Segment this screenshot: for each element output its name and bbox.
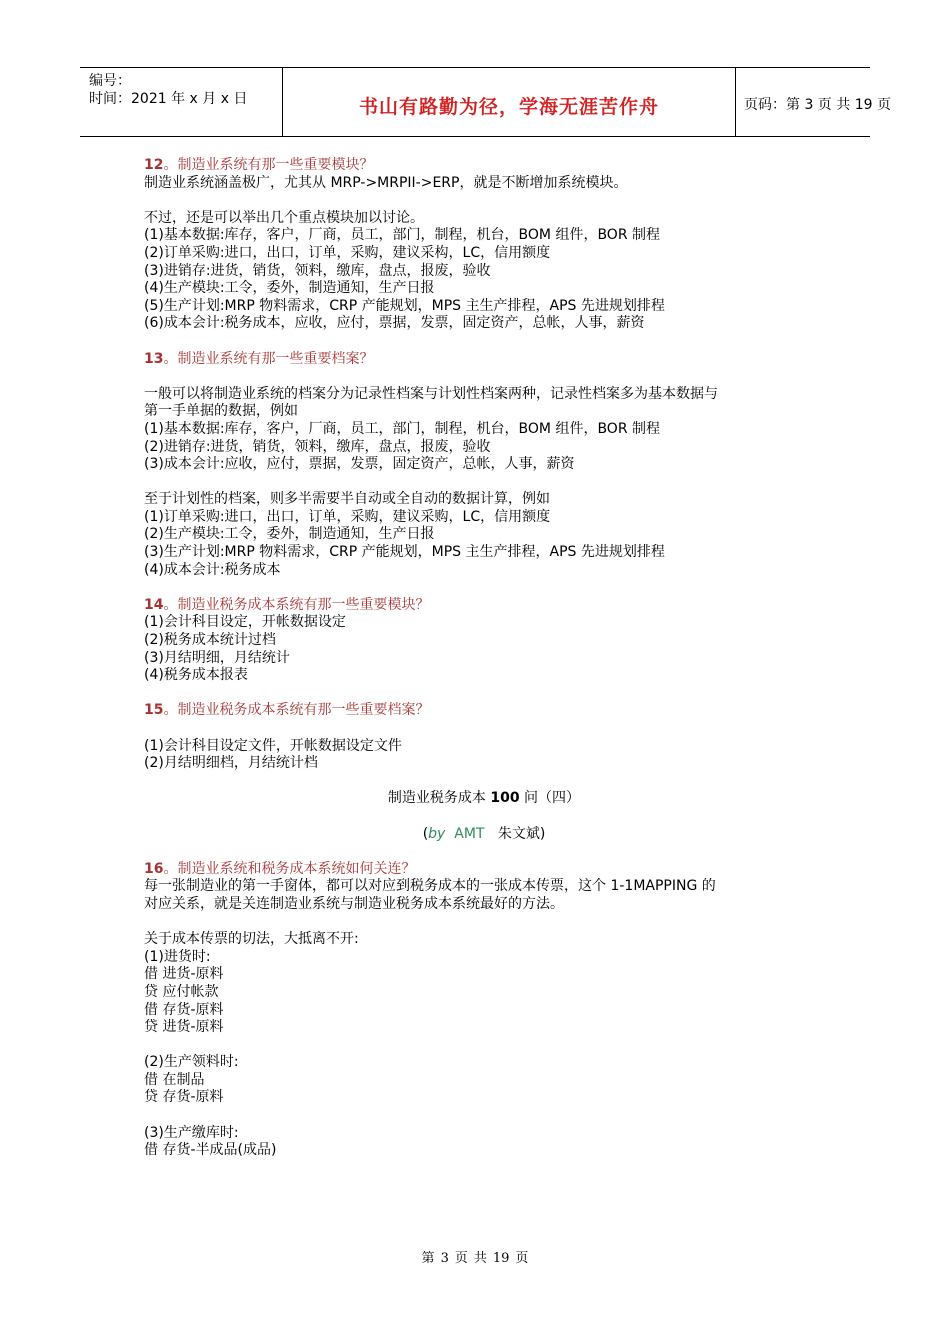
question-16: [144, 861, 824, 1160]
question-heading: [144, 861, 824, 879]
answer-lines: [144, 175, 824, 333]
answer-line: (2)订单采购:进口，出口，订单，采购，建议采构，LC，信用额度: [144, 244, 551, 261]
question-title: 。制造业系统和税务成本系统如何关连？: [163, 860, 416, 877]
question-number: 12: [144, 157, 164, 173]
header-motto-cell: [282, 68, 736, 136]
answer-line: (4)税务成本报表: [144, 667, 248, 684]
answer-line: [144, 1107, 824, 1125]
answer-line: 借 在制品: [144, 1071, 205, 1088]
question-heading: [144, 351, 824, 369]
answer-line: (1)会计科目设定文件，开帐数据设定文件: [144, 737, 402, 754]
answer-line: [144, 368, 824, 386]
answer-lines: [144, 368, 824, 579]
answer-line: 第一手单据的数据，例如: [144, 403, 298, 420]
question-12: [144, 157, 824, 333]
question-13: [144, 351, 824, 580]
question-title: 。制造业税务成本系统有那一些重要档案？: [163, 702, 430, 719]
answer-line: 制造业系统涵盖极广，尤其从 MRP->MRPII->ERP，就是不断增加系统模块。: [144, 174, 628, 191]
answer-line: (4)生产模块:工令，委外，制造通知，生产日报: [144, 280, 435, 297]
answer-line: [144, 720, 824, 738]
answer-line: (1)订单采购:进口，出口，订单，采购，建议采购，LC，信用额度: [144, 508, 551, 525]
answer-line: (2)进销存:进货，销货，领料，缴库，盘点，报废，验收: [144, 438, 491, 455]
question-title: 。制造业系统有那一些重要档案？: [163, 350, 374, 367]
answer-line: 贷 进货-原料: [144, 1019, 224, 1036]
answer-line: 每一张制造业的第一手窗体，都可以对应到税务成本的一张成本传票，这个 1-1MAPPING 的: [144, 878, 716, 895]
answer-line: (6)成本会计:税务成本，应收，应付，票据，发票，固定资产，总帐，人事，薪资: [144, 315, 645, 332]
answer-line: (4)成本会计:税务成本: [144, 561, 281, 578]
question-number: 15: [144, 702, 164, 719]
answer-line: 借 进货-原料: [144, 966, 224, 983]
document-body: [144, 157, 824, 1160]
question-number: 13: [144, 350, 164, 367]
answer-line: 借 存货-原料: [144, 1001, 224, 1018]
spacer: [144, 579, 824, 597]
header-page-cell: [735, 68, 891, 136]
question-number: 14: [144, 596, 164, 613]
spacer: [144, 808, 824, 826]
section-byline: (by AMT 朱文斌): [422, 825, 546, 842]
answer-line: (3)成本会计:应收，应付，票据，发票，固定资产，总帐，人事，薪资: [144, 456, 575, 473]
spacer: [144, 843, 824, 861]
answer-line: 不过，还是可以举出几个重点模块加以讨论。: [144, 209, 424, 226]
answer-line: (1)基本数据:库存，客户，厂商，员工，部门，制程，机台，BOM 组件，BOR 制程: [144, 227, 661, 244]
answer-line: 贷 存货-原料: [144, 1089, 224, 1106]
answer-line: (1)会计科目设定，开帐数据设定: [144, 614, 346, 631]
answer-line: (3)生产计划:MRP 物料需求，CRP 产能规划，MPS 主生产排程，APS 先进规划排程: [144, 544, 665, 561]
footer-total-pages: 19: [492, 1251, 510, 1266]
question-heading: [144, 702, 824, 720]
answer-line: 借 存货-半成品(成品): [144, 1142, 277, 1159]
answer-lines: [144, 614, 824, 684]
question-title: 。制造业系统有那一些重要模块？: [163, 157, 374, 173]
header-motto: 书山有路勤为径，学海无涯苦作舟: [358, 96, 659, 118]
spacer: [144, 773, 824, 791]
section-title: 制造业税务成本 100 问（四）: [387, 790, 581, 807]
answer-line: (3)月结明细，月结统计: [144, 649, 290, 666]
answer-line: [144, 474, 824, 492]
answer-line: 至于计划性的档案，则多半需要半自动或全自动的数据计算，例如: [144, 491, 550, 508]
answer-line: [144, 192, 824, 210]
spacer: [144, 685, 824, 703]
answer-line: [144, 914, 824, 932]
answer-line: 对应关系，就是关连制造业系统与制造业税务成本系统最好的方法。: [144, 895, 564, 912]
header-meta-cell: [80, 68, 282, 136]
answer-line: [144, 1037, 824, 1055]
answer-line: 一般可以将制造业系统的档案分为记录性档案与计划性档案两种，记录性档案多为基本数据与: [144, 385, 718, 402]
spacer: [144, 333, 824, 351]
answer-line: 关于成本传票的切法，大抵离不开:: [144, 931, 359, 948]
answer-lines: [144, 720, 824, 773]
question-title: 。制造业税务成本系统有那一些重要模块？: [163, 596, 430, 613]
answer-line: (2)生产模块:工令，委外，制造通知，生产日报: [144, 526, 435, 543]
answer-lines: [144, 878, 824, 1160]
question-15: [144, 702, 824, 772]
number-label: 编号：: [89, 73, 131, 89]
answer-line: (2)生产领料时:: [144, 1054, 239, 1071]
answer-line: (2)税务成本统计过档: [144, 632, 276, 649]
question-14: [144, 597, 824, 685]
question-heading: [144, 157, 824, 175]
footer-page-number: 3: [440, 1251, 449, 1266]
answer-line: (3)进销存:进货，销货，领料，缴库，盘点，报废，验收: [144, 262, 491, 279]
answer-line: (1)进货时:: [144, 948, 211, 965]
answer-line: (5)生产计划:MRP 物料需求，CRP 产能规划，MPS 主生产排程，APS 先进规划排程: [144, 297, 665, 314]
answer-line: (1)基本数据:库存，客户，厂商，员工，部门，制程，机台，BOM 组件，BOR 制程: [144, 420, 661, 437]
header-page-label: 页码：第 3 页 共 19 页: [744, 97, 891, 113]
answer-line: (2)月结明细档，月结统计档: [144, 755, 318, 772]
answer-line: (3)生产缴库时:: [144, 1124, 239, 1141]
answer-line: 贷 应付帐款: [144, 983, 219, 1000]
question-number: 16: [144, 860, 164, 877]
question-heading: [144, 597, 824, 615]
page-footer: 第 3 页 共 19 页: [421, 1251, 529, 1266]
date-label: 时间：2021 年 x 月 x 日: [89, 91, 248, 107]
document-header: [80, 67, 891, 137]
